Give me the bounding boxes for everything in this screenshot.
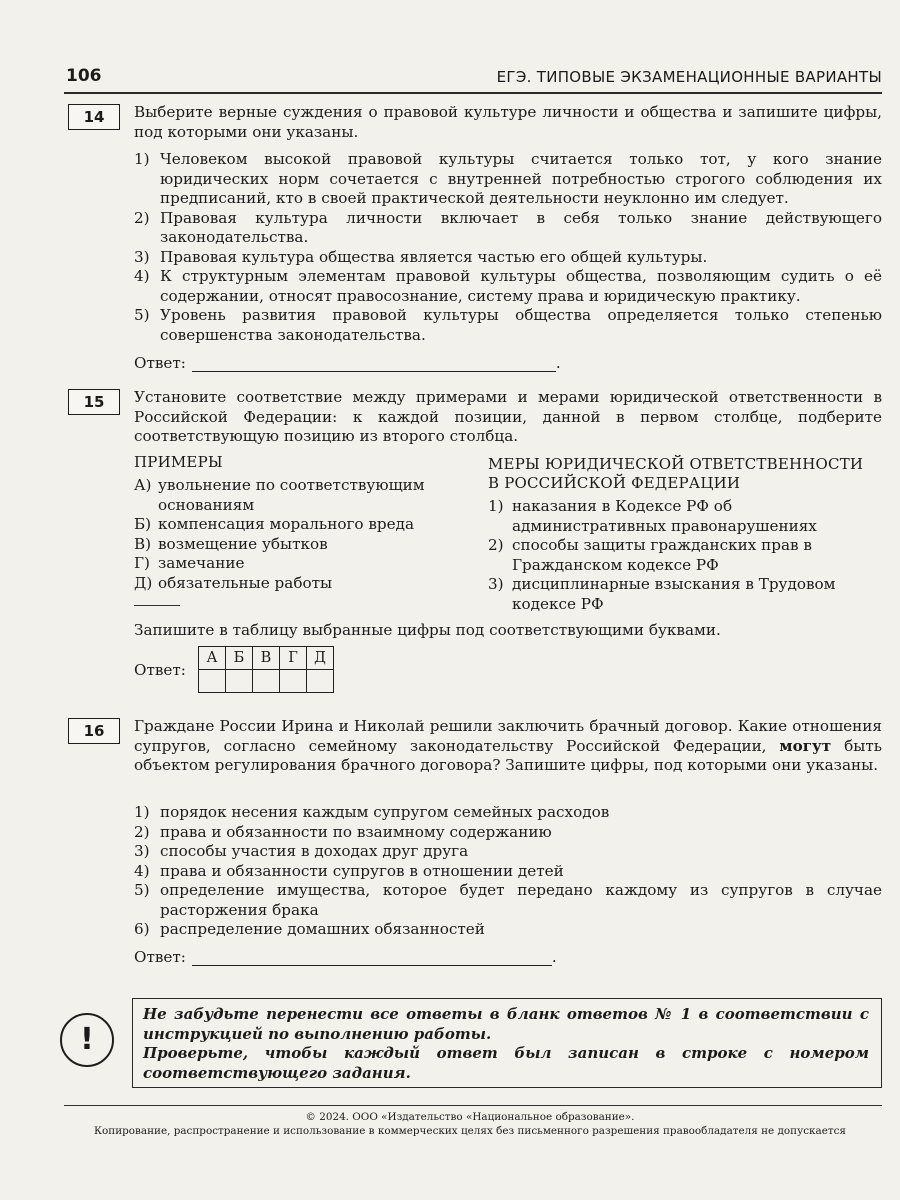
option-list [134, 150, 882, 345]
running-title: ЕГЭ. ТИПОВЫЕ ЭКЗАМЕНАЦИОННЫЕ ВАРИАНТЫ [496, 68, 882, 86]
task-prompt: Установите соответствие между примерами и мерами юридической ответственности в Российской Федерации: к каждой позиции, данной в первом столбце, подберите соответствующую позицию из второго столбца. [134, 388, 882, 445]
answer-label: Ответ: [134, 661, 186, 679]
list-item: Г) замечание [134, 554, 245, 572]
list-item: 2) Правовая культура личности включает в себя только знание действующего законодательства. [134, 208, 882, 246]
list-item: В) возмещение убытков [134, 534, 328, 553]
answer-label: Ответ: [134, 354, 186, 372]
answer-line: Ответ: . [134, 948, 557, 966]
notice-text: Не забудьте перенести все ответы в бланк ответов № 1 в соответствии с инструкцией по выполнению работы. Проверьте, чтобы каждый ответ был записан в строке с номером соответствующего задания. [143, 1005, 869, 1082]
answer-label: Ответ: [134, 948, 186, 966]
task-prompt: Граждане России Ирина и Николай решили заключить брачный договор. Какие отношения супругов, согласно семейному законодательству Российской Федерации, могут быть объектом регулирования брачного договора? Запишите цифры, под которыми они указаны. [134, 717, 882, 774]
list-item: Д) обязательные работы [134, 573, 333, 592]
option-list [134, 803, 882, 940]
list-item: 1) Человеком высокой правовой культуры считается только тот, у кого знание юридических норм сочетается с внутренней потребностью строгого соблюдения их предписаний, кто в своей практической деятельности неуклонно им следует. [134, 150, 882, 207]
task-number-box: 16 [68, 718, 120, 744]
answer-cell[interactable] [226, 670, 253, 693]
table-header-row [199, 647, 334, 670]
measures-list [488, 497, 882, 614]
list-item: 3) способы участия в доходах друг друга [134, 842, 469, 860]
answer-cell[interactable] [280, 670, 307, 693]
table-instruction: Запишите в таблицу выбранные цифры под соответствующими буквами. [134, 621, 721, 639]
list-item: 3) дисциплинарные взыскания в Трудовом кодексе РФ [488, 575, 836, 613]
footer-divider [64, 1105, 882, 1106]
list-item: 4) К структурным элементам правовой культуры общества, позволяющим судить о её содержании, относят правосознание, систему права и юридическую практику. [134, 267, 882, 305]
answer-cell[interactable] [253, 670, 280, 693]
table-header-cell: Г [280, 647, 307, 670]
footer-copyright: © 2024. ООО «Издательство «Национальное образование». [305, 1111, 635, 1123]
list-item: 1) порядок несения каждым супругом семейных расходов [134, 803, 610, 821]
answer-cell[interactable] [199, 670, 226, 693]
exclamation-icon: ! [60, 1013, 114, 1067]
notice-box [132, 998, 882, 1088]
task-number-box: 14 [68, 104, 120, 130]
right-column-heading: МЕРЫ ЮРИДИЧЕСКОЙ ОТВЕТСТВЕННОСТИ [488, 455, 864, 473]
list-item: Б) компенсация морального вреда [134, 515, 415, 533]
footer-notice: Копирование, распространение и использование в коммерческих целях без письменного разрешения правообладателя не допускается [94, 1125, 846, 1137]
list-item: 5) определение имущества, которое будет передано каждому из супругов в случае расторжения брака [134, 881, 882, 919]
page-number: 106 [66, 66, 102, 86]
list-item: 5) Уровень развития правовой культуры общества определяется только степенью совершенства законодательства. [134, 306, 882, 344]
list-item: А) увольнение по соответствующим основаниям [134, 476, 425, 514]
list-item: 6) распределение домашних обязанностей [134, 920, 485, 938]
right-column-heading: В РОССИЙСКОЙ ФЕДЕРАЦИИ [488, 474, 741, 492]
divider [134, 605, 180, 606]
examples-list [134, 476, 464, 593]
answer-cell[interactable] [307, 670, 334, 693]
task-number-box: 15 [68, 389, 120, 415]
table-header-cell: Б [226, 647, 253, 670]
task-prompt: Выберите верные суждения о правовой культуре личности и общества и запишите цифры, под которыми они указаны. [134, 103, 882, 141]
list-item: 2) права и обязанности по взаимному содержанию [134, 822, 552, 841]
answer-table [198, 646, 334, 693]
table-header-cell: В [253, 647, 280, 670]
list-item: 4) права и обязанности супругов в отношении детей [134, 861, 564, 880]
page-header [64, 62, 882, 94]
answer-blank[interactable] [192, 354, 556, 372]
answer-blank[interactable] [192, 948, 552, 966]
list-item: 1) наказания в Кодексе РФ об административных правонарушениях [488, 497, 817, 535]
left-column-heading: ПРИМЕРЫ [134, 453, 223, 471]
list-item: 2) способы защиты гражданских прав в Гражданском кодексе РФ [488, 536, 812, 574]
table-header-cell: Д [307, 647, 334, 670]
emphasis: могут [779, 736, 832, 755]
table-row [199, 670, 334, 693]
list-item: 3) Правовая культура общества является частью его общей культуры. [134, 247, 708, 266]
answer-line: Ответ: . [134, 354, 561, 372]
table-header-cell: А [199, 647, 226, 670]
